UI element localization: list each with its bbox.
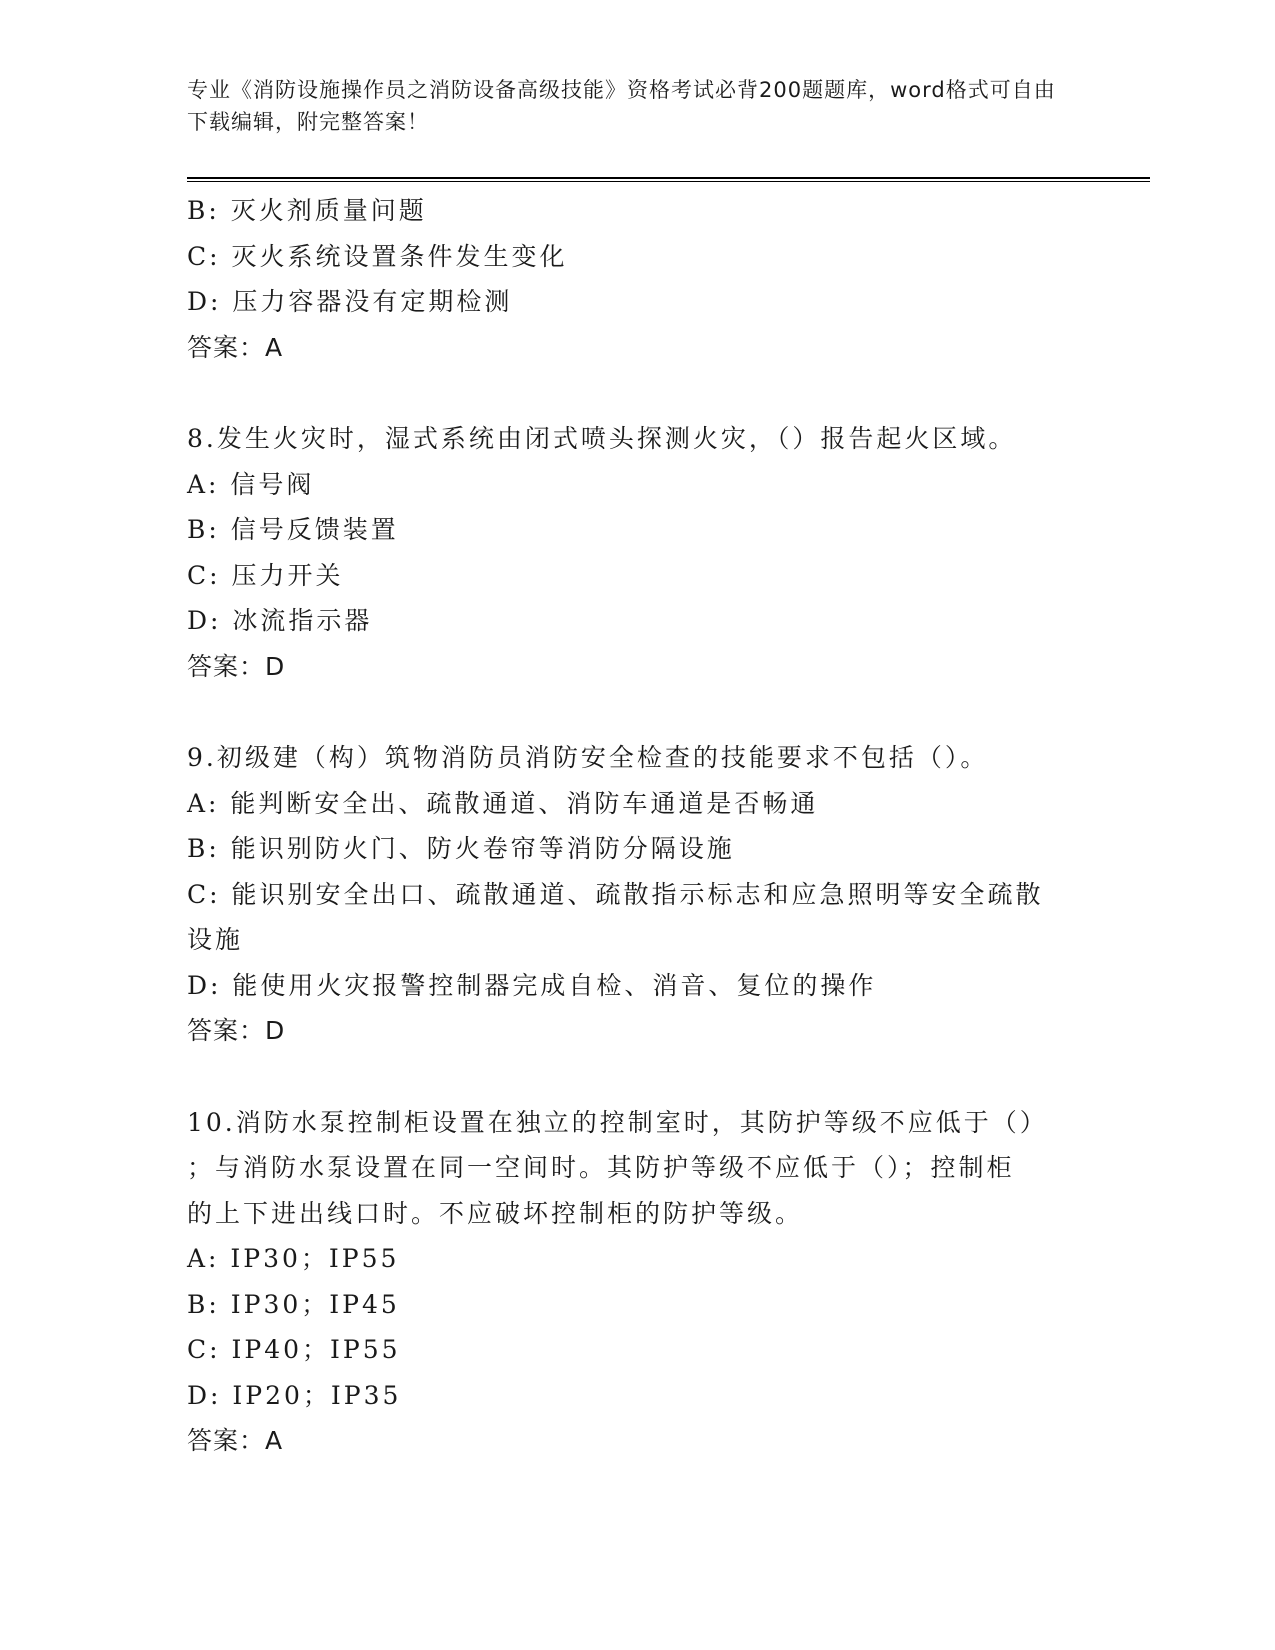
option-a: A: IP30；IP55	[187, 1244, 400, 1273]
answer-line: 答案：A	[187, 1426, 284, 1455]
spacer	[187, 689, 1087, 735]
option-b: B: 灭火剂质量问题	[187, 196, 427, 225]
question-stem: 8.发生火灾时，湿式系统由闭式喷头探测火灾，（）报告起火区域。	[187, 424, 1017, 453]
question-stem-line-3: 的上下进出线口时。不应破坏控制柜的防护等级。	[187, 1198, 804, 1228]
option-d: D: 能使用火灾报警控制器完成自检、消音、复位的操作	[187, 970, 877, 1000]
option-b: B: 信号反馈装置	[187, 515, 399, 544]
option-d: D: 冰流指示器	[187, 606, 373, 635]
spacer	[187, 1054, 1087, 1100]
question-8	[187, 416, 1087, 689]
answer-line: 答案：A	[187, 332, 284, 362]
option-b: B: 能识别防火门、防火卷帘等消防分隔设施	[187, 834, 735, 863]
option-c: C: 灭火系统设置条件发生变化	[187, 241, 568, 271]
option-a: A: 信号阀	[187, 469, 315, 499]
option-c: C: 能识别安全出口、疏散通道、疏散指示标志和应急照明等安全疏散	[187, 879, 1044, 909]
question-stem-line-1: 10.消防水泵控制柜设置在独立的控制室时，其防护等级不应低于（）	[187, 1107, 1048, 1137]
option-a: A: 能判断安全出、疏散通道、消防车通道是否畅通	[187, 788, 819, 818]
option-d: D: 压力容器没有定期检测	[187, 287, 513, 316]
option-d: D: IP20；IP35	[187, 1380, 402, 1410]
question-7-continuation	[187, 188, 1087, 370]
document-header-title: 专业《消防设施操作员之消防设备高级技能》资格考试必背200题题库，word格式可自由下载编辑，附完整答案！	[187, 78, 1056, 134]
answer-line: 答案：D	[187, 651, 286, 681]
answer-line: 答案：D	[187, 1016, 286, 1045]
document-body	[187, 188, 1087, 1464]
question-10	[187, 1100, 1087, 1464]
option-c-continuation: 设施	[187, 925, 244, 954]
option-b: B: IP30；IP45	[187, 1289, 400, 1319]
question-9	[187, 735, 1087, 1054]
spacer	[187, 370, 1087, 416]
option-c: C: 压力开关	[187, 560, 344, 590]
question-stem: 9.初级建（构）筑物消防员消防安全检查的技能要求不包括（）。	[187, 743, 989, 772]
header-divider	[187, 177, 1150, 182]
question-stem-line-2: ；与消防水泵设置在同一空间时。其防护等级不应低于（）；控制柜	[187, 1153, 1015, 1182]
option-c: C: IP40；IP55	[187, 1335, 401, 1364]
